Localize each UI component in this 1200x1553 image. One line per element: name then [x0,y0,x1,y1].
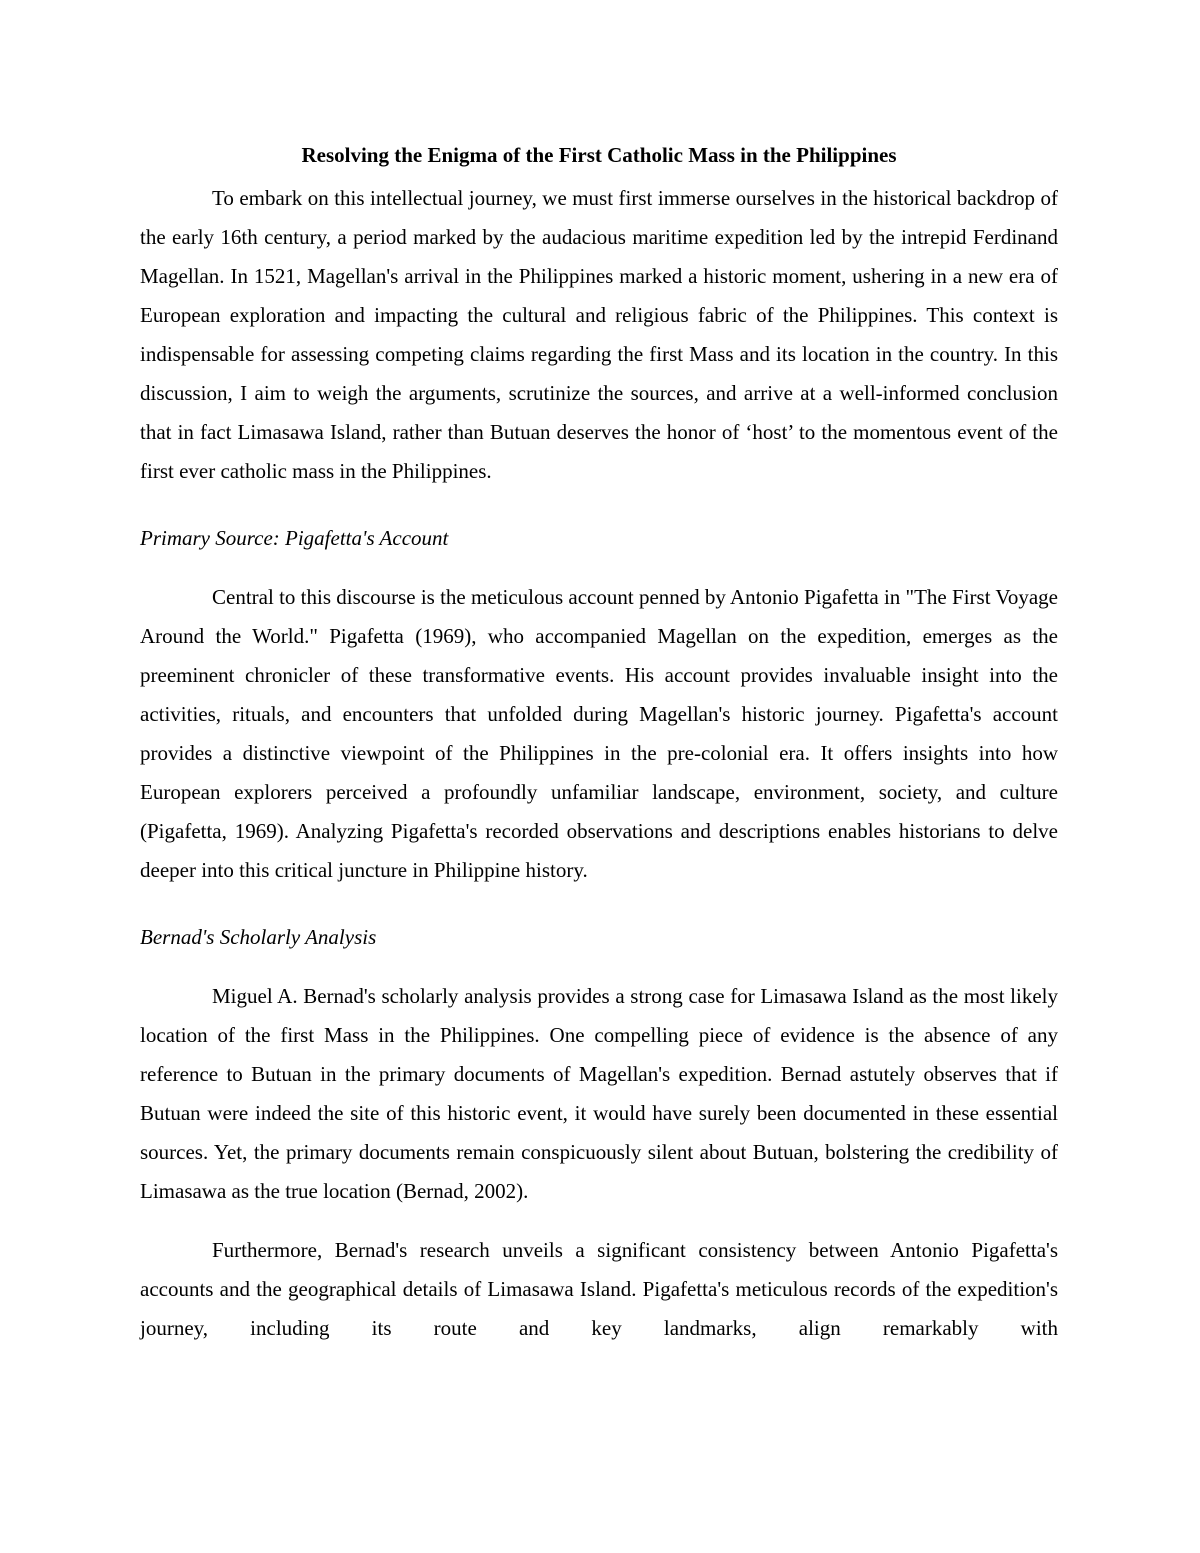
section-heading-primary-source: Primary Source: Pigafetta's Account [140,526,449,550]
section-heading-bernad: Bernad's Scholarly Analysis [140,925,377,949]
paragraph-bernad-1: Miguel A. Bernad's scholarly analysis provides a strong case for Limasawa Island as the most likely location of the first Mass in the Philippines. One compelling piece of evidence is the absence of any reference to Butuan in the primary documents of Magellan's expedition. Bernad astutely observes that if Butuan were indeed the site of this historic event, it would have surely been documented in these essential sources. Yet, the primary documents remain conspicuously silent about Butuan, bolstering the credibility of Limasawa as the true location (Bernad, 2002). [140,984,1058,1203]
document-body [140,136,1058,1348]
document-title: Resolving the Enigma of the First Catholic Mass in the Philippines [301,143,897,167]
paragraph-pigafetta: Central to this discourse is the meticulous account penned by Antonio Pigafetta in "The First Voyage Around the World." Pigafetta (1969), who accompanied Magellan on the expedition, emerges as the preeminent chronicler of these transformative events. His account provides invaluable insight into the activities, rituals, and encounters that unfolded during Magellan's historic journey. Pigafetta's account provides a distinctive viewpoint of the Philippines in the pre-colonial era. It offers insights into how European explorers perceived a profoundly unfamiliar landscape, environment, society, and culture (Pigafetta, 1969). Analyzing Pigafetta's recorded observations and descriptions enables historians to delve deeper into this critical juncture in Philippine history. [140,585,1058,882]
paragraph-bernad-2: Furthermore, Bernad's research unveils a significant consistency between Antonio Pigafetta's accounts and the geographical details of Limasawa Island. Pigafetta's meticulous records of the expedition's journey, including its route and key landmarks, align remarkably with [140,1238,1058,1340]
paragraph-intro: To embark on this intellectual journey, we must first immerse ourselves in the historical backdrop of the early 16th century, a period marked by the audacious maritime expedition led by the intrepid Ferdinand Magellan. In 1521, Magellan's arrival in the Philippines marked a historic moment, ushering in a new era of European exploration and impacting the cultural and religious fabric of the Philippines. This context is indispensable for assessing competing claims regarding the first Mass and its location in the country. In this discussion, I aim to weigh the arguments, scrutinize the sources, and arrive at a well-informed conclusion that in fact Limasawa Island, rather than Butuan deserves the honor of ‘host’ to the momentous event of the first ever catholic mass in the Philippines. [140,186,1058,483]
